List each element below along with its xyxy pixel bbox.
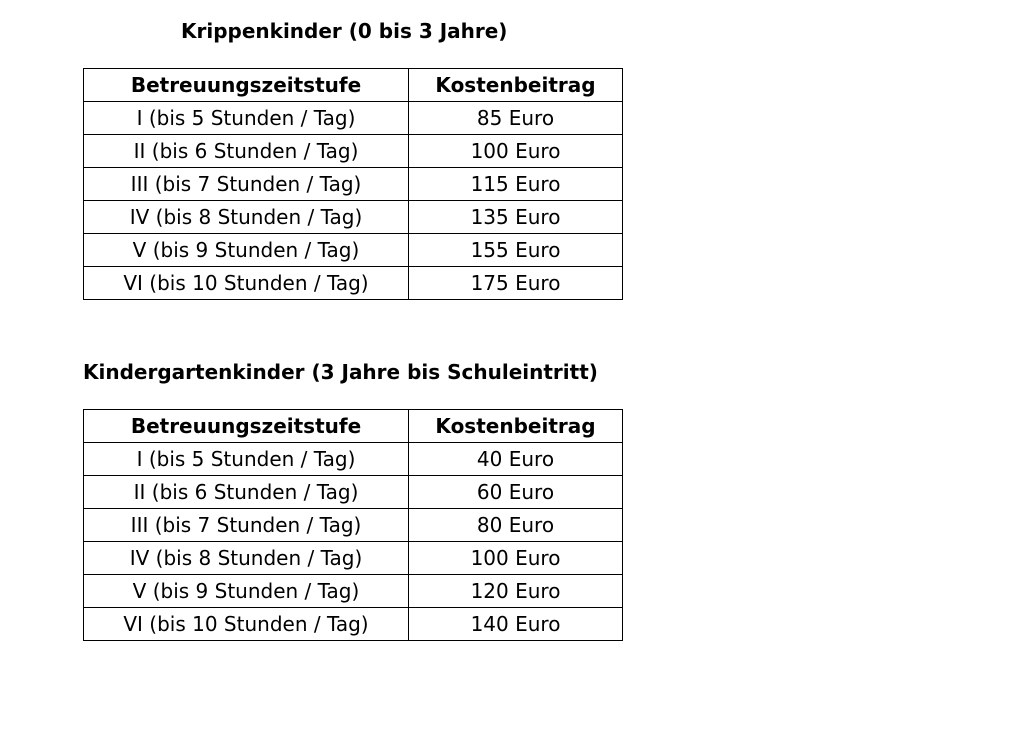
krippe-fee-table [83,68,623,300]
table-row [84,575,623,608]
fee-cell: 115 Euro [409,168,623,201]
kindergarten-heading: Kindergartenkinder (3 Jahre bis Schuleintritt) [83,360,598,384]
table-row [84,476,623,509]
fee-cell: 140 Euro [409,608,623,641]
fee-cell: 80 Euro [409,509,623,542]
table-row [84,234,623,267]
level-cell: IV (bis 8 Stunden / Tag) [84,201,409,234]
level-cell: VI (bis 10 Stunden / Tag) [84,267,409,300]
table-row [84,201,623,234]
table-row [84,608,623,641]
table-row [84,102,623,135]
level-cell: III (bis 7 Stunden / Tag) [84,168,409,201]
table-header-row [84,410,623,443]
column-header-fee: Kostenbeitrag [409,410,623,443]
fee-cell: 85 Euro [409,102,623,135]
level-cell: IV (bis 8 Stunden / Tag) [84,542,409,575]
fee-cell: 120 Euro [409,575,623,608]
level-cell: V (bis 9 Stunden / Tag) [84,575,409,608]
level-cell: V (bis 9 Stunden / Tag) [84,234,409,267]
krippe-heading: Krippenkinder (0 bis 3 Jahre) [181,19,508,43]
table-row [84,168,623,201]
table-row [84,509,623,542]
table-header-row [84,69,623,102]
fee-cell: 135 Euro [409,201,623,234]
level-cell: II (bis 6 Stunden / Tag) [84,135,409,168]
fee-cell: 175 Euro [409,267,623,300]
column-header-level: Betreuungszeitstufe [84,410,409,443]
fee-cell: 40 Euro [409,443,623,476]
table-row [84,542,623,575]
kindergarten-fee-table [83,409,623,641]
level-cell: VI (bis 10 Stunden / Tag) [84,608,409,641]
column-header-level: Betreuungszeitstufe [84,69,409,102]
column-header-fee: Kostenbeitrag [409,69,623,102]
fee-cell: 155 Euro [409,234,623,267]
table-row [84,443,623,476]
fee-cell: 100 Euro [409,135,623,168]
level-cell: I (bis 5 Stunden / Tag) [84,102,409,135]
fee-cell: 60 Euro [409,476,623,509]
fee-cell: 100 Euro [409,542,623,575]
level-cell: I (bis 5 Stunden / Tag) [84,443,409,476]
level-cell: II (bis 6 Stunden / Tag) [84,476,409,509]
table-row [84,267,623,300]
level-cell: III (bis 7 Stunden / Tag) [84,509,409,542]
table-row [84,135,623,168]
